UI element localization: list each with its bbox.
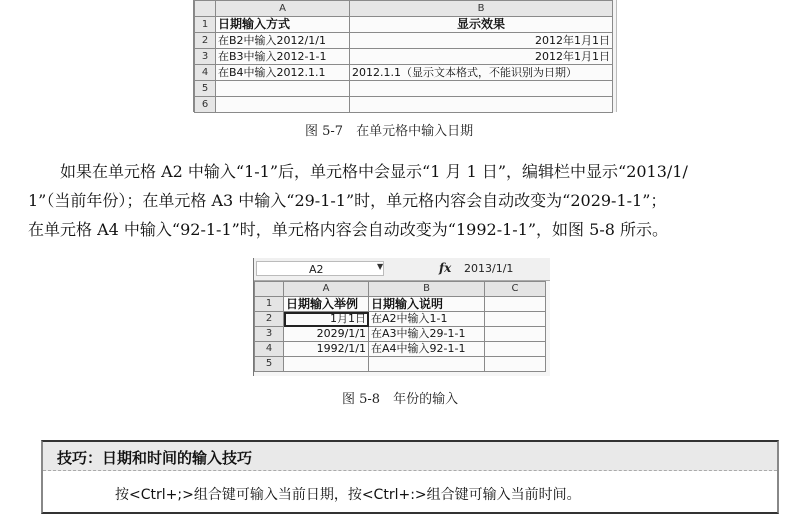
tip-header	[43, 442, 777, 471]
formula-value[interactable]: 2013/1/1	[464, 262, 514, 275]
table-row	[195, 33, 613, 49]
row-number: 2	[255, 312, 284, 327]
paragraph-line: 如果在单元格 A2 中输入“1-1”后，单元格中会显示“1 月 1 日”，编辑栏中显示“2013/1/	[60, 162, 688, 181]
table-row	[255, 357, 546, 372]
cell-a3[interactable]: 2029/1/1	[284, 327, 369, 342]
row-number: 3	[255, 327, 284, 342]
corner-cell	[195, 1, 216, 17]
cell-b3[interactable]: 在A3中输入29-1-1	[369, 327, 485, 342]
name-box[interactable]: A2	[256, 261, 384, 276]
row-number: 2	[195, 33, 216, 49]
row-number: 4	[195, 65, 216, 81]
cell-c1[interactable]	[485, 297, 546, 312]
cell-b4[interactable]: 在A4中输入92-1-1	[369, 342, 485, 357]
cell-a1: 日期输入方式	[216, 17, 350, 33]
cell-a3: 在B3中输入2012-1-1	[216, 49, 350, 65]
table-row	[195, 81, 613, 97]
paragraph-line: 1”（当前年份）；在单元格 A3 中输入“29-1-1”时，单元格内容会自动改变为“2029-1-1”；	[28, 191, 667, 210]
row-number: 6	[195, 97, 216, 113]
row-number: 4	[255, 342, 284, 357]
paragraph-line: 在单元格 A4 中输入“92-1-1”时，单元格内容会自动改变为“1992-1-1”，如图 5-8 所示。	[28, 220, 668, 239]
tip-body: 按<Ctrl+;>组合键可输入当前日期，按<Ctrl+:>组合键可输入当前时间。	[115, 487, 581, 503]
cell-b6	[350, 97, 613, 113]
cell-a4[interactable]: 1992/1/1	[284, 342, 369, 357]
cell-a2-selected[interactable]: 1月1日	[284, 312, 369, 327]
chevron-down-icon[interactable]: ▼	[377, 262, 384, 271]
corner-cell	[255, 282, 284, 297]
figure-5-7-caption: 图 5-7 在单元格中输入日期	[305, 124, 474, 139]
column-header-a: A	[284, 282, 369, 297]
spreadsheet-figure-5-8	[253, 258, 550, 376]
table-row	[255, 327, 546, 342]
column-header-a: A	[216, 1, 350, 17]
column-header-b: B	[369, 282, 485, 297]
cell-a1[interactable]: 日期输入举例	[284, 297, 369, 312]
cell-c3[interactable]	[485, 327, 546, 342]
spreadsheet-figure-5-7	[193, 0, 617, 112]
sheet1-grid	[194, 0, 613, 113]
cell-c2[interactable]	[485, 312, 546, 327]
formula-bar	[254, 258, 550, 281]
cell-a5[interactable]	[284, 357, 369, 372]
table-row	[195, 17, 613, 33]
cell-b1: 显示效果	[350, 17, 613, 33]
cell-b1[interactable]: 日期输入说明	[369, 297, 485, 312]
cell-a6	[216, 97, 350, 113]
tip-title: 技巧：日期和时间的输入技巧	[57, 449, 253, 467]
row-number: 5	[255, 357, 284, 372]
row-number: 1	[195, 17, 216, 33]
sheet2-grid	[254, 281, 546, 372]
cell-b5	[350, 81, 613, 97]
table-row	[195, 49, 613, 65]
cell-b4: 2012.1.1（显示文本格式，不能识别为日期）	[350, 65, 613, 81]
cell-b3: 2012年1月1日	[350, 49, 613, 65]
cell-b2: 2012年1月1日	[350, 33, 613, 49]
cell-c4[interactable]	[485, 342, 546, 357]
column-header-b: B	[350, 1, 613, 17]
table-row	[255, 312, 546, 327]
table-row	[195, 97, 613, 113]
tip-box	[41, 440, 779, 514]
table-row	[255, 342, 546, 357]
cell-a4: 在B4中输入2012.1.1	[216, 65, 350, 81]
row-number: 1	[255, 297, 284, 312]
table-row	[195, 65, 613, 81]
table-row	[255, 297, 546, 312]
column-header-c: C	[485, 282, 546, 297]
cell-b2[interactable]: 在A2中输入1-1	[369, 312, 485, 327]
cell-c5[interactable]	[485, 357, 546, 372]
cell-a5	[216, 81, 350, 97]
row-number: 3	[195, 49, 216, 65]
cell-a2: 在B2中输入2012/1/1	[216, 33, 350, 49]
body-paragraph	[28, 157, 794, 244]
cell-b5[interactable]	[369, 357, 485, 372]
figure-5-8-caption: 图 5-8 年份的输入	[342, 392, 459, 407]
function-icon[interactable]: fx	[439, 261, 452, 275]
row-number: 5	[195, 81, 216, 97]
